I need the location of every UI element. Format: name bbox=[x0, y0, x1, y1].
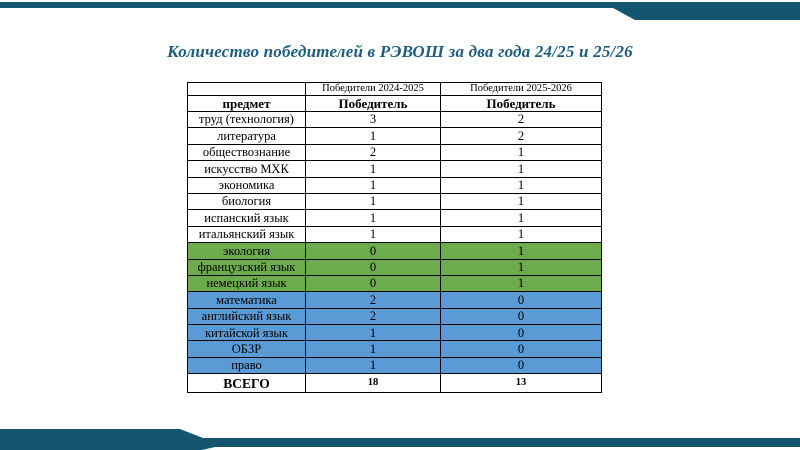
winners-table bbox=[187, 82, 602, 393]
winners-2025-2026-cell: 2 bbox=[441, 128, 602, 144]
total-label: ВСЕГО bbox=[188, 374, 306, 393]
header-winners-2024-2025: Победители 2024-2025 bbox=[306, 83, 441, 96]
winners-2025-2026-cell: 1 bbox=[441, 226, 602, 242]
header-winner-col1: Победитель bbox=[306, 96, 441, 112]
subject-cell: ОБЗР bbox=[188, 341, 306, 357]
winners-2025-2026-cell: 1 bbox=[441, 193, 602, 209]
slide-title: Количество победителей в РЭВОШ за два года 24/25 и 25/26 bbox=[167, 42, 633, 61]
subject-cell: экология bbox=[188, 243, 306, 259]
winners-2025-2026-cell: 1 bbox=[441, 144, 602, 160]
winners-2025-2026-cell: 0 bbox=[441, 357, 602, 373]
table-row bbox=[188, 177, 602, 193]
winners-2025-2026-cell: 2 bbox=[441, 112, 602, 128]
header-subject: предмет bbox=[188, 96, 306, 112]
table-row bbox=[188, 325, 602, 341]
table-header-row-sub bbox=[188, 96, 602, 112]
winners-2024-2025-cell: 0 bbox=[306, 275, 441, 291]
table-row bbox=[188, 161, 602, 177]
winners-2024-2025-cell: 1 bbox=[306, 161, 441, 177]
table-row bbox=[188, 243, 602, 259]
winners-2024-2025-cell: 0 bbox=[306, 243, 441, 259]
table-header-row-years bbox=[188, 83, 602, 96]
header-winner-col2: Победитель bbox=[441, 96, 602, 112]
subject-cell: немецкий язык bbox=[188, 275, 306, 291]
table-row bbox=[188, 210, 602, 226]
winners-2024-2025-cell: 1 bbox=[306, 226, 441, 242]
winners-2025-2026-cell: 0 bbox=[441, 308, 602, 324]
winners-2024-2025-cell: 1 bbox=[306, 341, 441, 357]
table-row bbox=[188, 226, 602, 242]
subject-cell: право bbox=[188, 357, 306, 373]
bottom-banner-shape bbox=[0, 426, 800, 450]
table-row bbox=[188, 275, 602, 291]
subject-cell: экономика bbox=[188, 177, 306, 193]
winners-2025-2026-cell: 1 bbox=[441, 259, 602, 275]
subject-cell: труд (технология) bbox=[188, 112, 306, 128]
total-winners-2024-2025: 18 bbox=[306, 374, 441, 393]
table-row bbox=[188, 308, 602, 324]
table-row bbox=[188, 292, 602, 308]
top-banner-shape bbox=[0, 0, 800, 24]
winners-2024-2025-cell: 0 bbox=[306, 259, 441, 275]
subject-cell: математика bbox=[188, 292, 306, 308]
table-row bbox=[188, 341, 602, 357]
winners-2024-2025-cell: 1 bbox=[306, 357, 441, 373]
table-row bbox=[188, 357, 602, 373]
subject-cell: литература bbox=[188, 128, 306, 144]
winners-2024-2025-cell: 1 bbox=[306, 325, 441, 341]
winners-2024-2025-cell: 2 bbox=[306, 144, 441, 160]
winners-2024-2025-cell: 1 bbox=[306, 193, 441, 209]
subject-cell: китайской язык bbox=[188, 325, 306, 341]
table-row bbox=[188, 112, 602, 128]
winners-2025-2026-cell: 0 bbox=[441, 325, 602, 341]
winners-2024-2025-cell: 1 bbox=[306, 177, 441, 193]
winners-2025-2026-cell: 1 bbox=[441, 177, 602, 193]
winners-table-container bbox=[187, 82, 602, 393]
table-row bbox=[188, 128, 602, 144]
header-winners-2025-2026: Победители 2025-2026 bbox=[441, 83, 602, 96]
subject-cell: английский язык bbox=[188, 308, 306, 324]
table-row bbox=[188, 144, 602, 160]
winners-2024-2025-cell: 1 bbox=[306, 128, 441, 144]
subject-cell: итальянский язык bbox=[188, 226, 306, 242]
winners-2025-2026-cell: 1 bbox=[441, 243, 602, 259]
subject-cell: искусство МХК bbox=[188, 161, 306, 177]
winners-2024-2025-cell: 2 bbox=[306, 292, 441, 308]
subject-cell: французский язык bbox=[188, 259, 306, 275]
winners-2024-2025-cell: 3 bbox=[306, 112, 441, 128]
table-row bbox=[188, 259, 602, 275]
winners-2024-2025-cell: 2 bbox=[306, 308, 441, 324]
winners-2025-2026-cell: 1 bbox=[441, 161, 602, 177]
subject-cell: испанский язык bbox=[188, 210, 306, 226]
winners-2025-2026-cell: 0 bbox=[441, 341, 602, 357]
winners-2025-2026-cell: 0 bbox=[441, 292, 602, 308]
subject-cell: биология bbox=[188, 193, 306, 209]
table-row bbox=[188, 193, 602, 209]
winners-2025-2026-cell: 1 bbox=[441, 210, 602, 226]
winners-2025-2026-cell: 1 bbox=[441, 275, 602, 291]
total-winners-2025-2026: 13 bbox=[441, 374, 602, 393]
subject-cell: обществознание bbox=[188, 144, 306, 160]
header-empty-cell bbox=[188, 83, 306, 96]
total-row bbox=[188, 374, 602, 393]
winners-2024-2025-cell: 1 bbox=[306, 210, 441, 226]
